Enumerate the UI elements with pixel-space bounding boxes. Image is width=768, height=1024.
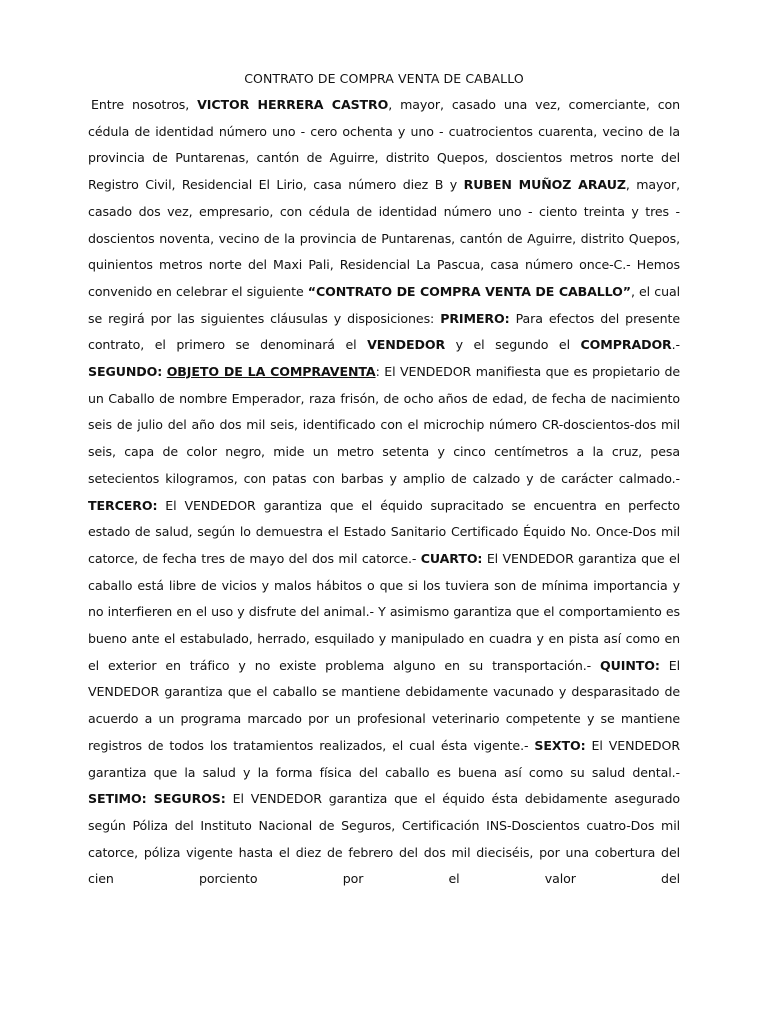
text-segment: , el cual se regirá por las siguientes cláusulas y disposiciones: [88,283,680,326]
bold-segment: VENDEDOR [367,337,446,353]
text-segment: El VENDEDOR garantiza que el équido ésta debidamente asegurado según Póliza del Instituto Nacional de Seguros, Certificación INS-Doscientos cuatro-Dos mil catorce, póliza vigente hasta el diez de febrero del dos mil dieciséis, por una cobertura del cien porciento por el valor del [88,791,680,887]
bold-segment: “CONTRATO DE COMPRA VENTA DE CABALLO” [307,283,631,299]
text-segment: El VENDEDOR garantiza que el caballo está libre de vicios y malos hábitos o que si los tuviera son de mínima importancia y no interfieren en el uso y disfrute del animal.- Y asimismo garantiza que el comportamiento es bueno ante el estabulado, herrado, esquilado y manipulado en cuadra y en pista así como en el exterior en tráfico y no existe problema alguno en su transportación.- [88,550,680,673]
text-segment: , mayor, casado una vez, comerciante, con cédula de identidad número uno - cero ochenta y uno - cuatrocientos cuarenta, vecino de la provincia de Puntarenas, cantón de Aguirre, distrito Quepos, doscientos metros norte del Registro Civil, Residencial El Lirio, casa número diez B y [88,97,680,193]
bold-segment: TERCERO: [88,497,158,513]
document-page [88,66,680,893]
bold-segment: SEGUNDO: [88,364,163,380]
contract-body [88,92,680,893]
text-segment: .- [671,337,681,353]
bold-segment [167,364,376,379]
text-segment: El VENDEDOR garantiza que el caballo se mantiene debidamente vacunado y desparasitado de acuerdo a un programa marcado por un profesional veterinario competente y se mantiene registros de todos los tratamientos realizados, el cual ésta vigente.- [88,657,680,753]
bold-segment: SEXTO: [534,737,586,753]
bold-segment: RUBEN MUÑOZ ARAUZ [463,177,626,193]
bold-segment: PRIMERO: [440,310,510,326]
underlined-heading: OBJETO DE LA COMPRAVENTA [166,364,376,380]
bold-segment: SETIMO: SEGUROS: [88,791,226,807]
bold-segment: CUARTO: [420,550,483,566]
text-segment: El VENDEDOR garantiza que el équido supracitado se encuentra en perfecto estado de salud, según lo demuestra el Estado Sanitario Certificado Équido No. Once-Dos mil catorce, de fecha tres de mayo del dos mil catorce.- [88,497,680,566]
bold-segment: COMPRADOR [580,337,672,353]
document-title: CONTRATO DE COMPRA VENTA DE CABALLO [244,71,524,86]
text-segment: : El VENDEDOR manifiesta que es propietario de un Caballo de nombre Emperador, raza frisón, de ocho años de edad, de fecha de nacimiento seis de julio del año dos mil seis, identificado con el microchip número CR-doscientos-dos mil seis, capa de color negro, mide un metro setenta y cinco centímetros a la cruz, pesa setecientos kilogramos, con patas con barbas y amplio de calzado y de carácter calmado.- [88,364,680,486]
text-segment: , mayor, casado dos vez, empresario, con cédula de identidad número uno - ciento treinta y tres - doscientos noventa, vecino de la provincia de Puntarenas, cantón de Aguirre, distrito Quepos, quinientos metros norte del Maxi Pali, Residencial La Pascua, casa número once-C.- Hemos convenido en celebrar el siguiente [88,177,680,299]
text-segment: y el segundo el [445,337,581,353]
bold-segment: VICTOR HERRERA CASTRO [197,97,389,112]
text-segment: El VENDEDOR garantiza que la salud y la forma física del caballo es buena así como su salud dental.- [88,737,680,780]
bold-segment: QUINTO: [600,657,660,673]
text-segment: Para efectos del presente contrato, el primero se denominará el [88,310,680,353]
text-segment: Entre nosotros, [91,97,198,112]
